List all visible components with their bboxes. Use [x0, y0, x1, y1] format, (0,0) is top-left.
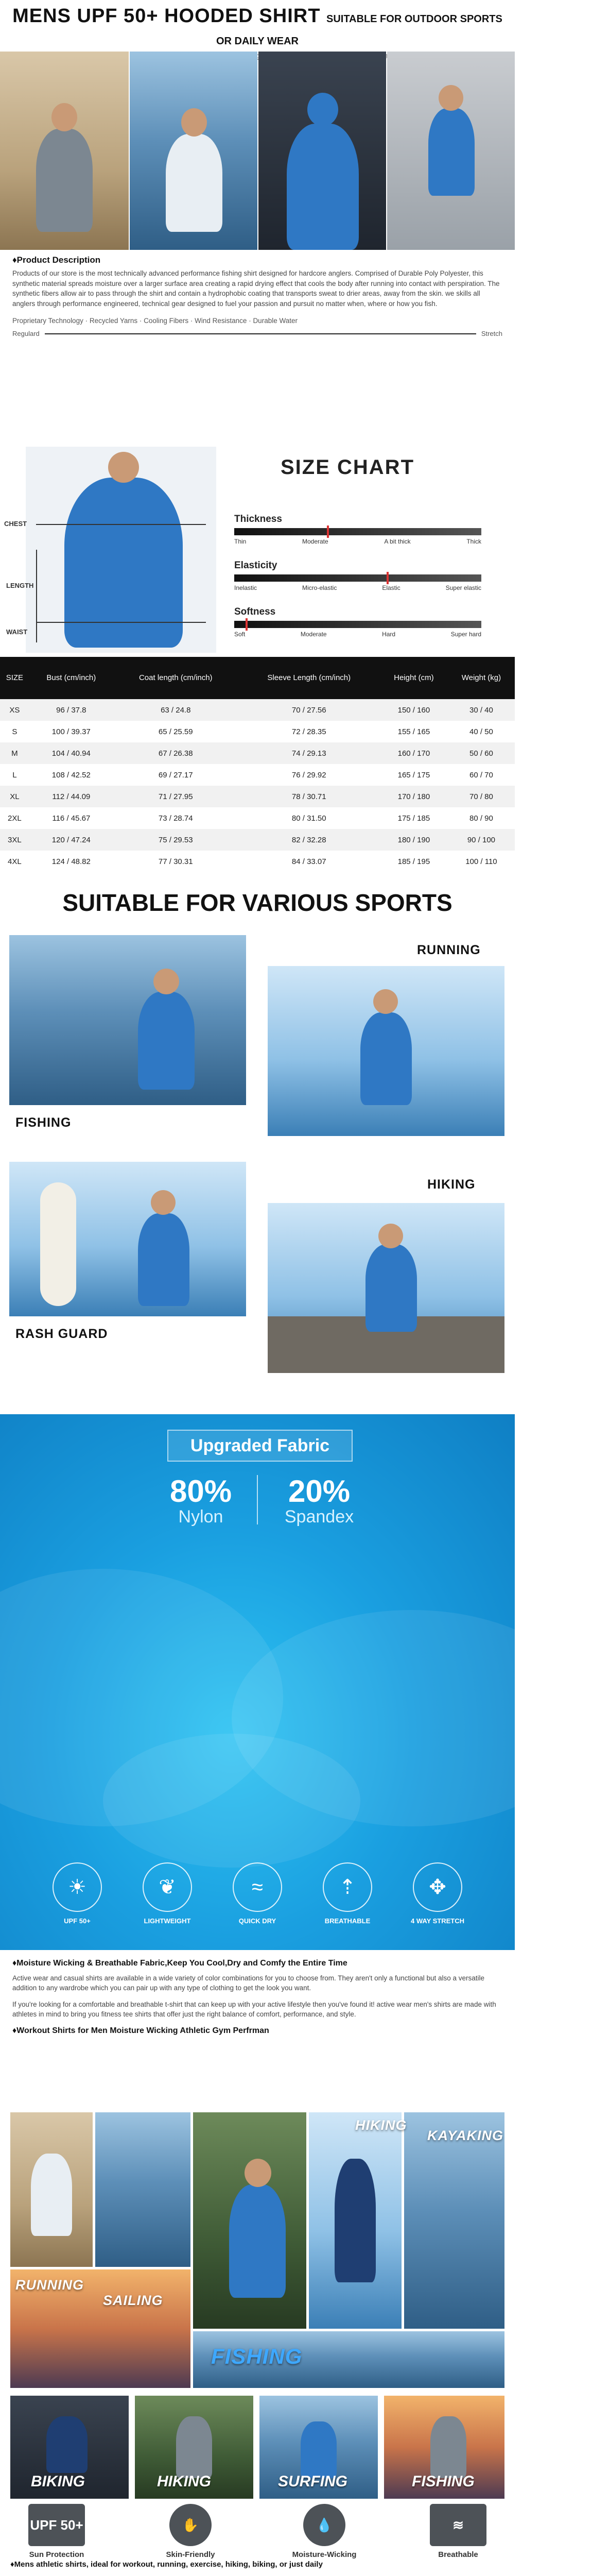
scale-thickness: [234, 514, 481, 545]
hand-icon: ✋: [169, 2504, 212, 2546]
table-cell: 71 / 27.95: [158, 792, 193, 801]
size-table: [0, 657, 515, 872]
tag-collage-hiking: HIKING: [355, 2117, 407, 2133]
nylon-label: Nylon: [178, 1507, 223, 1527]
droplet-icon: 💧: [303, 2504, 345, 2546]
hero-photo-boat: [130, 52, 257, 250]
tag-activity-fishing: FISHING: [412, 2473, 475, 2490]
sun-icon: ☀: [53, 1862, 102, 1912]
fabric-nylon: [154, 1473, 247, 1527]
feature-breathable: [319, 1862, 376, 1925]
table-cell: 3XL: [8, 835, 22, 844]
scale-tick: Super hard: [450, 631, 481, 638]
table-cell: 112 / 44.09: [52, 792, 91, 801]
icon-breathable: [412, 2504, 504, 2559]
rule-right-label: Stretch: [481, 330, 502, 338]
spandex-label: Spandex: [284, 1507, 354, 1527]
scale-tick: Moderate: [300, 631, 327, 638]
table-cell: 69 / 27.17: [158, 770, 193, 779]
tag-collage-sailing: SAILING: [103, 2293, 163, 2308]
moisture-heading: ♦Moisture Wicking & Breathable Fabric,Keep You Cool,Dry and Comfy the Entire Time: [12, 1959, 347, 1968]
activity-feature-icons: [10, 2504, 504, 2559]
scale-tick: Soft: [234, 631, 246, 638]
col-header: Height (cm): [394, 673, 434, 683]
scale-softness: [234, 606, 481, 638]
table-cell: M: [11, 749, 18, 758]
page-title: [10, 5, 504, 49]
table-cell: 84 / 33.07: [291, 857, 326, 866]
activity-collage: [0, 2112, 515, 2396]
col-header: Sleeve Length (cm/inch): [267, 673, 351, 683]
fabric-spandex: [268, 1473, 371, 1527]
table-row: [0, 742, 515, 764]
col-header: Weight (kg): [461, 673, 501, 683]
table-cell: 74 / 29.13: [291, 749, 326, 758]
scale-ticks: [234, 584, 481, 591]
tag-hiking: HIKING: [427, 1177, 476, 1192]
table-cell: 75 / 29.53: [158, 835, 193, 844]
scale-elasticity: [234, 560, 481, 591]
tag-running: RUNNING: [417, 943, 481, 957]
icon-sun-protection: [10, 2504, 103, 2559]
table-row: [0, 786, 515, 807]
moisture-paragraph-2: If you're looking for a comfortable and breathable t-shirt that can keep up with your active lifestyle then you've found it! active wear men's shirts are made with athletes in mind to bring you fitness tee shirts that offer just the right balance of comfort, performance, and style.: [12, 2000, 496, 2019]
tag-activity-surfing: SURFING: [278, 2473, 347, 2490]
feather-icon: ❦: [143, 1862, 192, 1912]
size-chart-model: [26, 447, 216, 653]
moisture-heading-2: ♦Workout Shirts for Men Moisture Wicking Athletic Gym Perfrman: [12, 2026, 269, 2036]
table-row: [0, 851, 515, 872]
table-cell: 185 / 195: [397, 857, 430, 866]
table-cell: 100 / 39.37: [51, 727, 91, 736]
description-tech: Proprietary Technology · Recycled Yarns · Cooling Fibers · Wind Resistance · Durable Water: [12, 317, 298, 325]
table-cell: 108 / 42.52: [51, 770, 91, 779]
tag-collage-fishing: FISHING: [211, 2344, 303, 2368]
table-cell: 165 / 175: [397, 770, 430, 779]
table-cell: 73 / 28.74: [158, 814, 193, 823]
table-cell: 70 / 27.56: [291, 705, 326, 715]
scale-tick: Micro-elastic: [302, 584, 337, 591]
col-header: Bust (cm/inch): [46, 673, 96, 683]
scale-tick: Super elastic: [445, 584, 481, 591]
tag-activity-biking: BIKING: [31, 2473, 85, 2490]
scale-bar: [234, 528, 481, 535]
collage-photo-4: [309, 2112, 402, 2329]
sports-photo-fishing: [9, 935, 246, 1105]
icon-label: Skin-Friendly: [166, 2550, 215, 2559]
table-row: [0, 807, 515, 829]
table-cell: 76 / 29.92: [291, 770, 326, 779]
collage-photo-5: [404, 2112, 504, 2329]
sports-title: SUITABLE FOR VARIOUS SPORTS: [62, 889, 452, 916]
feature-upf: [49, 1862, 106, 1925]
icon-skin-friendly: [144, 2504, 237, 2559]
fabric-title: Upgraded Fabric: [167, 1430, 353, 1462]
table-cell: 100 / 110: [465, 857, 497, 866]
table-cell: 90 / 100: [467, 835, 496, 844]
label-length: LENGTH: [6, 582, 34, 589]
table-cell: 60 / 70: [469, 770, 493, 779]
fabric-divider: [257, 1475, 258, 1524]
wind-icon: ≈: [233, 1862, 282, 1912]
product-description: [0, 250, 515, 436]
label-waist: WAIST: [6, 628, 28, 636]
title-small: SUITABLE FOR OUTDOOR SPORTS OR DAILY WEAR: [216, 13, 502, 47]
scale-tick: Moderate: [302, 538, 328, 545]
col-header: Coat length (cm/inch): [138, 673, 213, 683]
table-cell: 80 / 90: [469, 814, 493, 823]
spandex-percent: 20%: [288, 1474, 351, 1509]
header: [0, 0, 515, 52]
table-cell: 120 / 47.24: [51, 835, 91, 844]
sports-photo-running: [268, 966, 504, 1136]
tag-fishing: FISHING: [15, 1115, 72, 1130]
table-cell: 77 / 30.31: [158, 857, 193, 866]
tag-rashguard: RASH GUARD: [15, 1327, 108, 1341]
feature-label: 4 WAY STRETCH: [410, 1917, 465, 1925]
airflow-icon: ≋: [430, 2504, 486, 2546]
size-table-section: [0, 657, 515, 873]
table-cell: 96 / 37.8: [56, 705, 86, 715]
table-cell: 170 / 180: [397, 792, 430, 801]
sports-photo-hiking: [268, 1203, 504, 1373]
table-cell: 150 / 160: [397, 705, 430, 715]
scale-tick: Elastic: [382, 584, 401, 591]
table-cell: 124 / 48.82: [51, 857, 91, 866]
rule-left-label: Regulard: [12, 330, 40, 338]
table-cell: 82 / 32.28: [291, 835, 326, 844]
size-table-body: [0, 699, 515, 872]
feature-label: UPF 50+: [64, 1917, 91, 1925]
fabric-section: [0, 1414, 515, 1950]
collage-photo-3: [193, 2112, 306, 2329]
size-table-header: [0, 657, 515, 699]
scale-marker: [246, 618, 248, 631]
scale-name: Elasticity: [234, 560, 277, 571]
scale-ticks: [234, 538, 481, 545]
table-cell: 80 / 31.50: [291, 814, 326, 823]
scale-marker: [387, 572, 389, 584]
feature-label: BREATHABLE: [324, 1917, 371, 1925]
collage-photo-2: [95, 2112, 190, 2267]
table-row: [0, 829, 515, 851]
table-cell: S: [12, 727, 18, 736]
scale-name: Softness: [234, 606, 276, 617]
rule-line: [45, 333, 476, 334]
feature-label: QUICK DRY: [238, 1917, 276, 1925]
table-cell: 2XL: [8, 814, 22, 823]
description-rule: [12, 330, 502, 337]
collage-photo-1: [10, 2112, 93, 2267]
moisture-paragraph-1: Active wear and casual shirts are available in a wide variety of color combinations for you to choose from. They aren't only a functional but also a versatile addition to any wardrobe which you can pair up with any type of clothing to get the look you want.: [12, 1974, 485, 1992]
activity-row: [0, 2396, 515, 2559]
table-cell: 180 / 190: [397, 835, 430, 844]
scale-bar: [234, 574, 481, 582]
sports-section: [0, 873, 515, 1414]
description-heading: ♦Product Description: [12, 255, 101, 265]
table-cell: 65 / 25.59: [158, 727, 193, 736]
mens-athletic-section: [0, 2555, 515, 2576]
mens-heading: ♦Mens athletic shirts, ideal for workout, running, exercise, hiking, biking, or just daily: [10, 2560, 323, 2569]
icon-label: Breathable: [438, 2550, 478, 2559]
table-cell: XS: [9, 705, 20, 715]
size-chart-title: SIZE CHART: [281, 456, 414, 479]
size-chart: [0, 436, 515, 657]
tag-collage-kayaking: KAYAKING: [427, 2128, 503, 2143]
upf-icon: UPF 50+: [28, 2504, 85, 2546]
table-row: [0, 699, 515, 721]
table-cell: 78 / 30.71: [291, 792, 326, 801]
scale-tick: Thick: [466, 538, 481, 545]
table-row: [0, 764, 515, 786]
table-cell: 30 / 40: [469, 705, 493, 715]
scale-marker: [327, 526, 329, 538]
table-row: [0, 721, 515, 742]
table-cell: 72 / 28.35: [291, 727, 326, 736]
table-cell: 155 / 165: [397, 727, 430, 736]
nylon-percent: 80%: [169, 1474, 232, 1509]
fabric-features: [49, 1862, 466, 1925]
scale-tick: Hard: [382, 631, 396, 638]
table-cell: 160 / 170: [397, 749, 430, 758]
table-cell: 175 / 185: [397, 814, 430, 823]
vent-icon: ⇡: [323, 1862, 372, 1912]
icon-moisture-wicking: [278, 2504, 371, 2559]
description-body: Products of our store is the most technically advanced performance fishing shirt designed for hardcore anglers. Comprised of Durable Poly Polyester, this synthetic material spreads moisture over a larger surface area creating a rapid drying effect that cools the body after running into contact with perspiration. The synthetic fibers allow air to pass through the shirt and contain a hydrophobic coating that transports sweat to drier areas, away from the skin. we skills all anglers through performance engineered, technical gear designed to fuel your passion and pursuit no matter when, where or how you fish.: [12, 269, 500, 308]
sports-photo-rashguard: [9, 1162, 246, 1316]
stretch-icon: ✥: [413, 1862, 462, 1912]
hero-photos: [0, 52, 515, 250]
feature-quickdry: [229, 1862, 286, 1925]
hero-photo-hoodie: [258, 52, 386, 250]
table-cell: 63 / 24.8: [161, 705, 191, 715]
scale-ticks: [234, 631, 481, 638]
table-cell: 4XL: [8, 857, 22, 866]
table-cell: XL: [10, 792, 20, 801]
table-cell: 70 / 80: [469, 792, 493, 801]
col-header: SIZE: [6, 673, 24, 683]
feature-stretch: [409, 1862, 466, 1925]
table-cell: 40 / 50: [469, 727, 493, 736]
tag-collage-running: RUNNING: [15, 2277, 84, 2293]
icon-label: Sun Protection: [29, 2550, 84, 2559]
table-cell: 116 / 45.67: [52, 814, 91, 823]
table-cell: 50 / 60: [469, 749, 493, 758]
hero-photo-fishing: [0, 52, 129, 250]
table-cell: 104 / 40.94: [51, 749, 91, 758]
label-chest: CHEST: [4, 520, 27, 528]
title-main: MENS UPF 50+ HOODED SHIRT: [12, 5, 321, 27]
feature-lightweight: [139, 1862, 196, 1925]
moisture-section: [0, 1950, 515, 2112]
tag-activity-hiking: HIKING: [157, 2473, 211, 2490]
scale-tick: Thin: [234, 538, 247, 545]
icon-label: Moisture-Wicking: [292, 2550, 357, 2559]
feature-label: LIGHTWEIGHT: [144, 1917, 191, 1925]
scale-tick: A bit thick: [384, 538, 411, 545]
table-cell: L: [12, 770, 17, 779]
hero-photo-runner: [387, 52, 515, 250]
scale-tick: Inelastic: [234, 584, 257, 591]
scale-name: Thickness: [234, 514, 282, 524]
scale-bar: [234, 621, 481, 628]
table-cell: 67 / 26.38: [158, 749, 193, 758]
